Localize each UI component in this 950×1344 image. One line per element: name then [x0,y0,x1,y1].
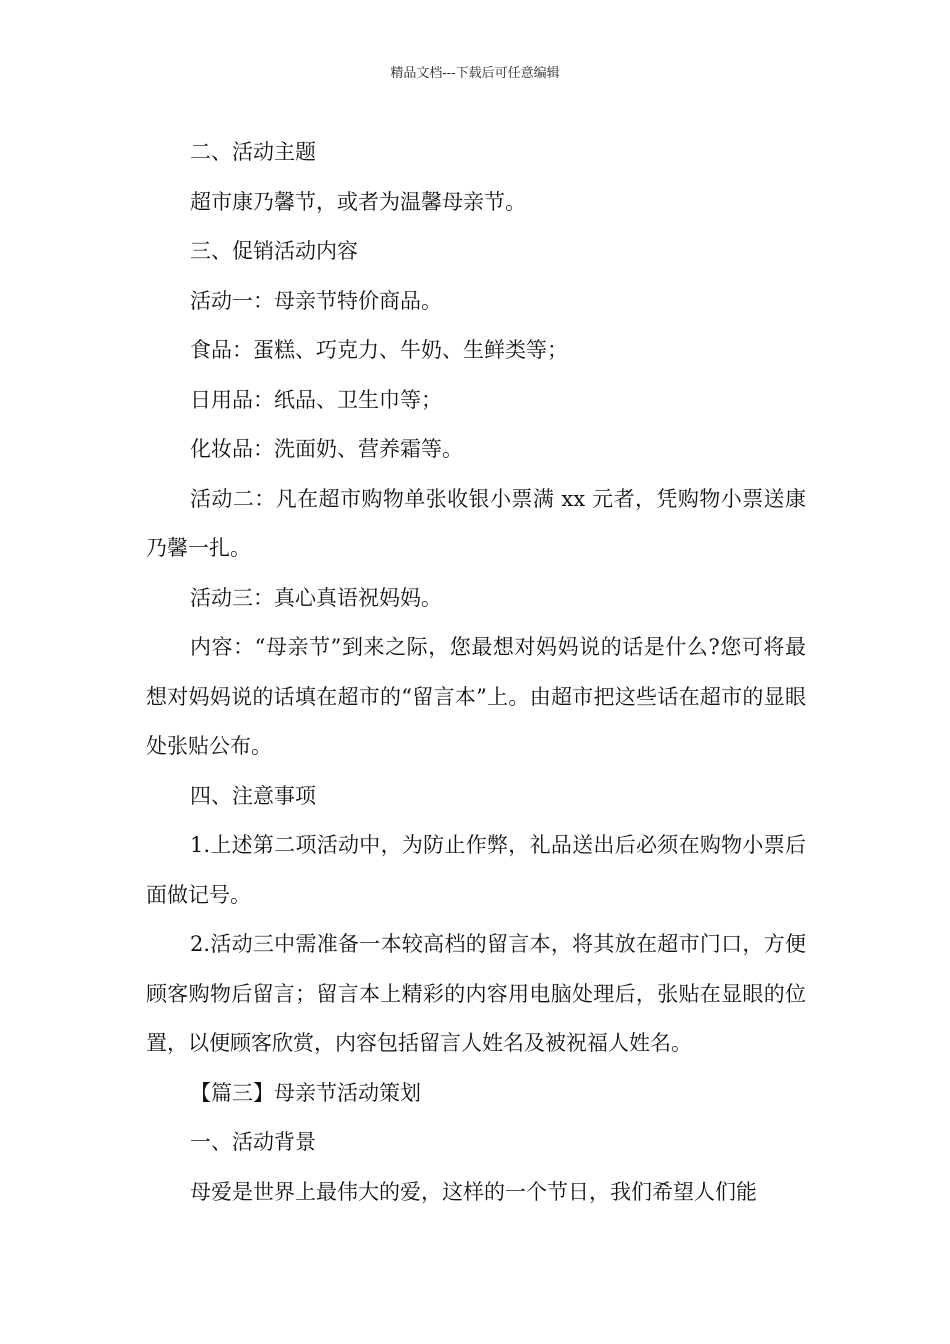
section-heading-theme: 二、活动主题 [190,140,316,164]
paragraph: 母爱是世界上最伟大的爱，这样的一个节日，我们希望人们能 [190,1179,757,1204]
paragraph: 活动三：真心真语祝妈妈。 [190,585,442,610]
paragraph: 日用品：纸品、卫生巾等； [190,387,442,412]
page-header: 精品文档---下载后可任意编辑 [390,66,560,81]
paragraph: 食品：蛋糕、巧克力、牛奶、生鲜类等； [190,338,568,362]
section-heading-background: 一、活动背景 [190,1130,316,1154]
paragraph: 化妆品：洗面奶、营养霜等。 [190,437,463,461]
paragraph: 活动一：母亲节特价商品。 [190,288,442,313]
paragraph: 2.活动三中需准备一本较高档的留言本，将其放在超市门口，方便顾客购物后留言；留言本上精彩的内容用电脑处理后，张贴在显眼的位置，以便顾客欣赏，内容包括留言人姓名及被祝福人姓名。 [146,932,806,1055]
paragraph: 1.上述第二项活动中，为防止作弊，礼品送出后必须在购物小票后面做记号。 [146,833,806,907]
section-heading-notes: 四、注意事项 [190,783,316,808]
document-body [146,128,806,1217]
paragraph: 内容：“母亲节”到来之际，您最想对妈妈说的话是什么?您可将最想对妈妈说的话填在超市的“留言本”上。由超市把这些话在超市的显眼处张贴公布。 [146,635,806,758]
chapter-title: 【篇三】母亲节活动策划 [190,1080,421,1105]
section-heading-promotion: 三、促销活动内容 [190,239,358,263]
paragraph: 活动二：凡在超市购物单张收银小票满 xx 元者，凭购物小票送康乃馨一扎。 [146,486,806,560]
paragraph: 超市康乃馨节，或者为温馨母亲节。 [190,189,526,214]
